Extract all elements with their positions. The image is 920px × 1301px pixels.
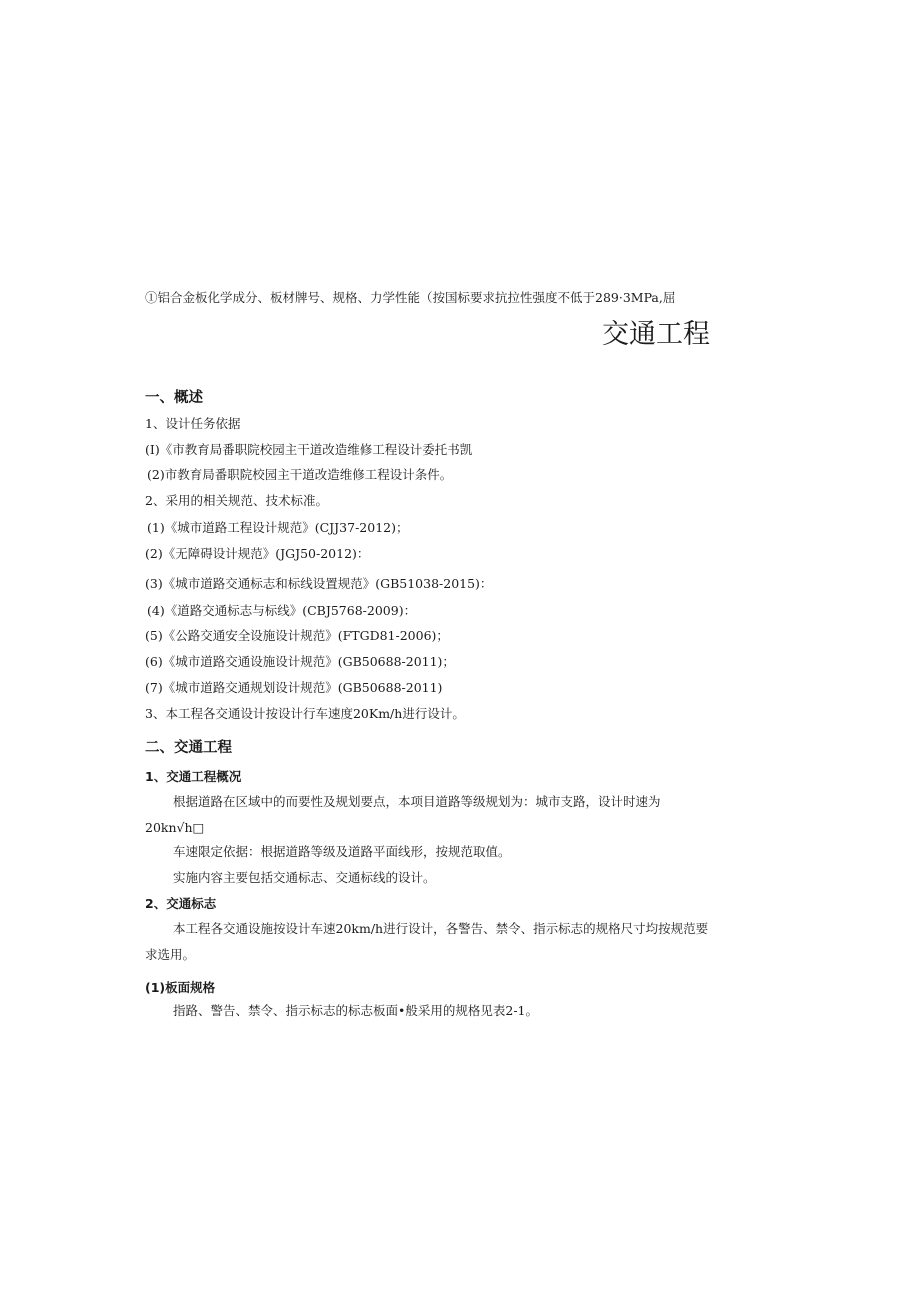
standard-item: (5)《公路交通安全设施设计规范》(FTGD81-2006)； bbox=[145, 628, 449, 643]
standard-item: (6)《城市道路交通设施设计规范》(GB50688-2011)； bbox=[145, 654, 455, 669]
paragraph: 车速限定依据：根据道路等级及道路平面线形，按规范取值。 bbox=[173, 844, 511, 859]
subsection-heading-traffic-signs: 2、交通标志 bbox=[145, 896, 217, 911]
paragraph: 根据道路在区域中的而要性及规划要点，本项目道路等级规划为：城市支路，设计时速为20kn√h□ bbox=[145, 794, 661, 835]
standard-item: (4)《道路交通标志与标线》(CBJ5768-2009)： bbox=[147, 603, 417, 618]
standard-item: (7)《城市道路交通规划设计规范》(GB50688-2011) bbox=[145, 680, 443, 695]
subsection-heading-panel-spec: (1)板面规格 bbox=[145, 980, 216, 995]
item-heading-design-basis: 1、设计任务依据 bbox=[145, 416, 241, 431]
paragraph: 指路、警告、禁令、指示标志的标志板面•般采用的规格见表2-1。 bbox=[173, 1003, 539, 1018]
design-speed-note: 3、本工程各交通设计按设计行车速度20Km/h进行设计。 bbox=[145, 706, 465, 721]
section-heading-traffic-engineering: 二、交通工程 bbox=[145, 740, 232, 756]
item-heading-standards: 2、采用的相关规范、技术标准。 bbox=[145, 493, 328, 508]
list-item: (2)市教育局番职院校园主干道改造维修工程设计条件。 bbox=[147, 467, 453, 482]
standard-item: (3)《城市道路交通标志和标线设置规范》(GB51038-2015)： bbox=[145, 576, 493, 591]
paragraph: 实施内容主要包括交通标志、交通标线的设计。 bbox=[173, 870, 436, 885]
list-item: (I)《市教育局番职院校园主干道改造维修工程设计委托书凯 bbox=[145, 442, 473, 457]
subsection-heading-overview: 1、交通工程概况 bbox=[145, 769, 242, 784]
standard-item: (1)《城市道路工程设计规范》(CJJ37-2012)； bbox=[147, 520, 409, 535]
page-title: 交通工程 bbox=[602, 319, 710, 350]
top-note: ①铝合金板化学成分、板材牌号、规格、力学性能（按国标要求抗拉性强度不低于289·3MPa,屈 bbox=[145, 290, 676, 305]
paragraph: 本工程各交通设施按设计车速20km/h进行设计，各警告、禁令、指示标志的规格尺寸均按规范要求选用。 bbox=[145, 921, 709, 962]
section-heading-overview: 一、概述 bbox=[145, 390, 203, 406]
standard-item: (2)《无障碍设计规范》(JGJ50-2012)： bbox=[145, 546, 370, 561]
